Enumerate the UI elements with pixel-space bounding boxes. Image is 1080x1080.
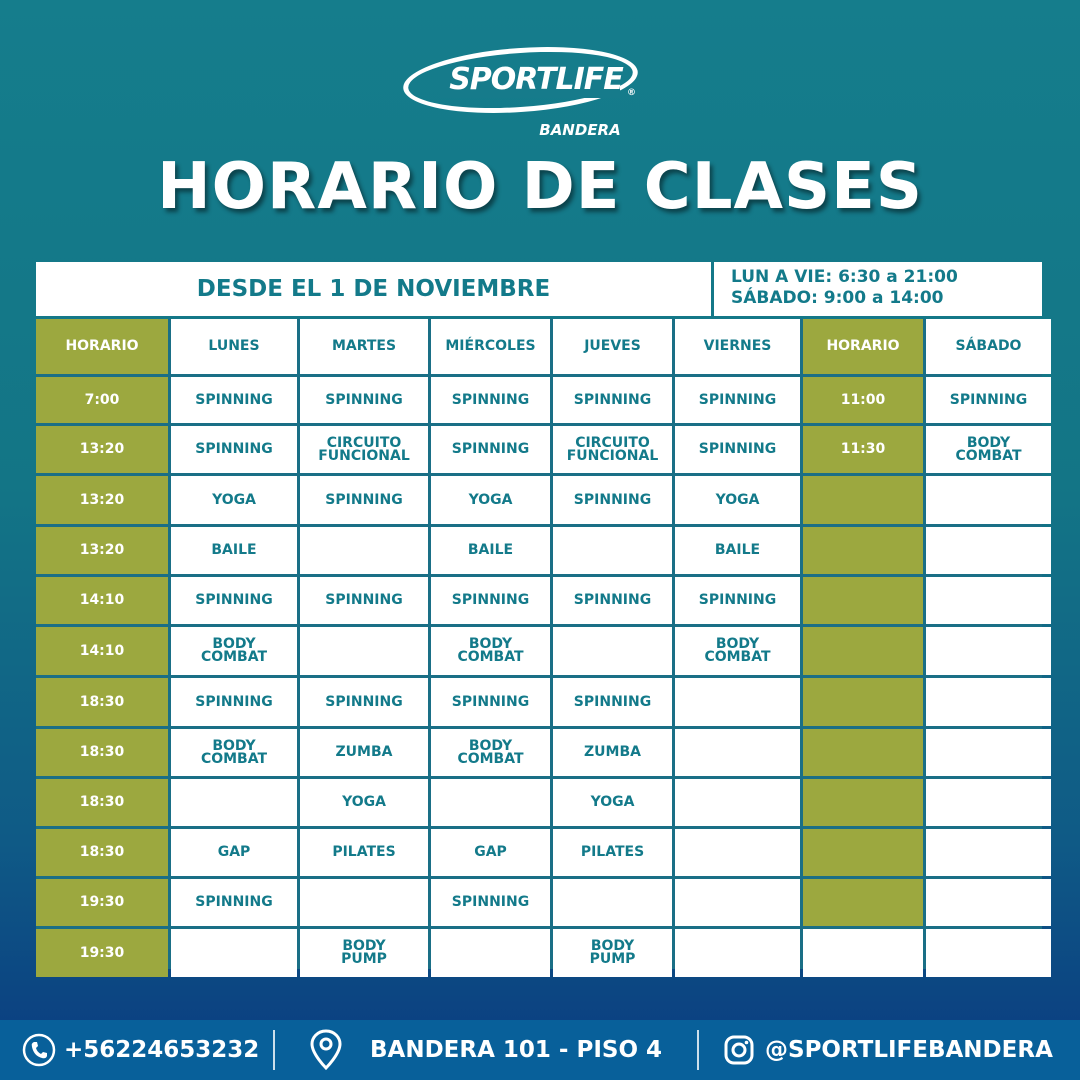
class-cell: SPINNING (431, 678, 550, 726)
start-date-banner (36, 262, 711, 316)
class-cell: BODY COMBAT (675, 627, 800, 675)
time-cell (803, 627, 923, 675)
class-cell (926, 829, 1051, 876)
column-header-3: MIÉRCOLES (431, 319, 550, 374)
class-cell: SPINNING (171, 577, 297, 624)
class-cell: SPINNING (675, 377, 800, 423)
class-cell: SPINNING (171, 426, 297, 473)
class-cell: YOGA (553, 779, 672, 826)
time-cell (803, 779, 923, 826)
phone-icon (22, 1033, 56, 1067)
class-cell (675, 729, 800, 776)
class-cell: BAILE (675, 527, 800, 574)
footer-instagram[interactable] (723, 1020, 1053, 1080)
time-cell: 18:30 (36, 729, 168, 776)
class-cell: SPINNING (171, 377, 297, 423)
time-cell (803, 929, 923, 977)
time-cell: 14:10 (36, 577, 168, 624)
class-cell: SPINNING (431, 426, 550, 473)
time-cell (803, 829, 923, 876)
class-cell: SPINNING (553, 577, 672, 624)
class-cell: CIRCUITO FUNCIONAL (300, 426, 428, 473)
time-cell: 11:30 (803, 426, 923, 473)
class-cell: YOGA (171, 476, 297, 524)
time-cell (803, 879, 923, 926)
class-cell: BODY PUMP (300, 929, 428, 977)
class-cell: PILATES (553, 829, 672, 876)
class-cell: SPINNING (431, 577, 550, 624)
class-cell: YOGA (431, 476, 550, 524)
column-header-5: VIERNES (675, 319, 800, 374)
column-header-4: JUEVES (553, 319, 672, 374)
class-cell: BODY PUMP (553, 929, 672, 977)
class-cell (300, 879, 428, 926)
class-cell (926, 577, 1051, 624)
class-cell: BODY COMBAT (431, 627, 550, 675)
class-cell: SPINNING (675, 577, 800, 624)
time-cell (803, 678, 923, 726)
column-header-6: HORARIO (803, 319, 923, 374)
schedule-table (36, 319, 1042, 969)
time-cell: 18:30 (36, 678, 168, 726)
class-cell: SPINNING (300, 577, 428, 624)
time-cell: 13:20 (36, 426, 168, 473)
class-cell: SPINNING (675, 426, 800, 473)
time-cell (803, 476, 923, 524)
class-cell: SPINNING (171, 879, 297, 926)
time-cell: 14:10 (36, 627, 168, 675)
class-cell (675, 829, 800, 876)
class-cell (926, 929, 1051, 977)
class-cell: GAP (431, 829, 550, 876)
class-cell (926, 678, 1051, 726)
class-cell: SPINNING (926, 377, 1051, 423)
page-title: HORARIO DE CLASES (157, 150, 923, 224)
start-date-text: DESDE EL 1 DE NOVIEMBRE (196, 276, 551, 302)
class-cell: SPINNING (300, 476, 428, 524)
brand-logo (0, 40, 1080, 140)
class-cell: BAILE (171, 527, 297, 574)
footer-divider (697, 1030, 699, 1070)
class-cell: SPINNING (553, 678, 672, 726)
class-cell: ZUMBA (553, 729, 672, 776)
class-cell: SPINNING (431, 377, 550, 423)
class-cell: PILATES (300, 829, 428, 876)
location-pin-icon (308, 1028, 344, 1072)
instagram-icon (723, 1034, 755, 1066)
class-cell (553, 879, 672, 926)
class-cell (300, 527, 428, 574)
class-cell: YOGA (300, 779, 428, 826)
address-text: BANDERA 101 - PISO 4 (370, 1037, 663, 1063)
saturday-hours: SÁBADO: 9:00 a 14:00 (731, 288, 944, 308)
column-header-2: MARTES (300, 319, 428, 374)
class-cell (675, 779, 800, 826)
class-cell (553, 627, 672, 675)
footer-phone[interactable] (22, 1020, 259, 1080)
class-cell (431, 779, 550, 826)
class-cell: YOGA (675, 476, 800, 524)
class-cell (926, 527, 1051, 574)
time-cell (803, 577, 923, 624)
class-cell: BODY COMBAT (171, 729, 297, 776)
time-cell: 7:00 (36, 377, 168, 423)
class-cell: GAP (171, 829, 297, 876)
class-cell: SPINNING (431, 879, 550, 926)
logo-branch: BANDERA (539, 121, 621, 139)
time-cell: 13:20 (36, 476, 168, 524)
class-cell: CIRCUITO FUNCIONAL (553, 426, 672, 473)
class-cell: SPINNING (553, 377, 672, 423)
class-cell (926, 476, 1051, 524)
time-cell: 18:30 (36, 779, 168, 826)
class-cell: BODY COMBAT (926, 426, 1051, 473)
logo-registered-mark: ® (627, 88, 636, 98)
class-cell (171, 779, 297, 826)
class-cell: BODY COMBAT (171, 627, 297, 675)
footer-address[interactable] (308, 1020, 662, 1080)
class-cell: SPINNING (553, 476, 672, 524)
footer-bar (0, 1020, 1080, 1080)
weekday-hours: LUN A VIE: 6:30 a 21:00 (731, 267, 958, 287)
time-cell (803, 729, 923, 776)
time-cell: 19:30 (36, 879, 168, 926)
opening-hours-banner (714, 262, 1042, 316)
class-cell (675, 678, 800, 726)
time-cell: 19:30 (36, 929, 168, 977)
time-cell: 18:30 (36, 829, 168, 876)
class-cell (926, 627, 1051, 675)
phone-number: +56224653232 (64, 1037, 260, 1063)
class-cell: SPINNING (300, 377, 428, 423)
class-cell (300, 627, 428, 675)
class-cell (926, 779, 1051, 826)
class-cell (553, 527, 672, 574)
class-cell (431, 929, 550, 977)
time-cell: 13:20 (36, 527, 168, 574)
class-cell: SPINNING (300, 678, 428, 726)
class-cell (675, 879, 800, 926)
footer-divider (273, 1030, 275, 1070)
instagram-handle: @SPORTLIFEBANDERA (765, 1037, 1053, 1063)
class-cell: BAILE (431, 527, 550, 574)
column-header-0: HORARIO (36, 319, 168, 374)
column-header-1: LUNES (171, 319, 297, 374)
time-cell: 11:00 (803, 377, 923, 423)
class-cell (926, 879, 1051, 926)
class-cell: ZUMBA (300, 729, 428, 776)
class-cell (171, 929, 297, 977)
class-cell: BODY COMBAT (431, 729, 550, 776)
logo-text: SPORTLIFE (449, 62, 623, 97)
class-cell: SPINNING (171, 678, 297, 726)
class-cell (926, 729, 1051, 776)
column-header-7: SÁBADO (926, 319, 1051, 374)
class-cell (675, 929, 800, 977)
time-cell (803, 527, 923, 574)
